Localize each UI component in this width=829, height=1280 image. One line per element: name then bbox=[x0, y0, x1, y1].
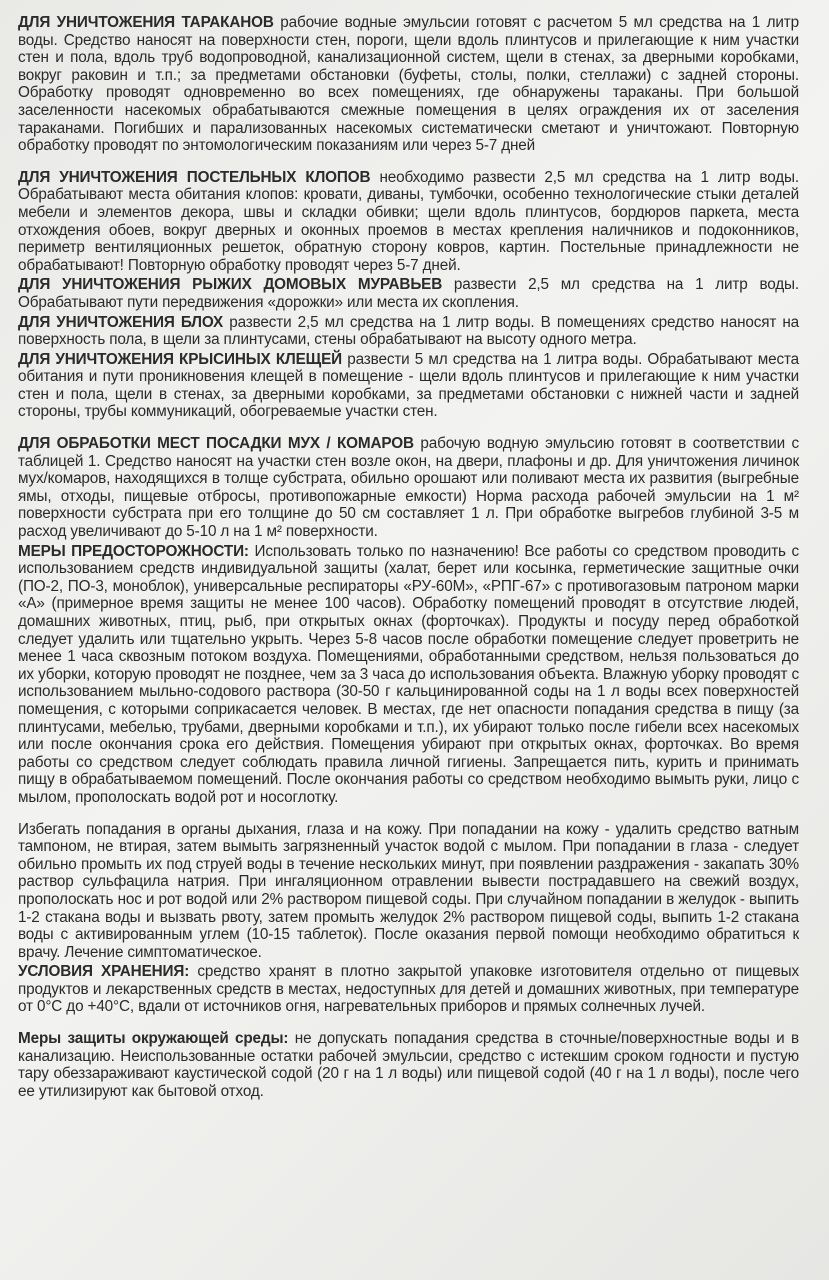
section-heading: Меры защиты окружающей среды: bbox=[18, 1030, 289, 1048]
section-text: рабочую водную эмульсию готовят в соответствии с таблицей 1. Средство наносят на участки стен возле окон, на двери, плафоны и др. Для уничтожения личинок мух/комаров, находящихся в толще субстрата, обильно орошают или поливают места их развития (выгребные ямы, отходы, пищевые отбросы, противопожарные емкости) Норма расхода рабочей эмульсии на 1 м² поверхности субстрата при его толщине до 50 см составляет 1 л. При обработке выгребов глубиной 3-5 м расход увеличивают до 5-10 л на 1 м² поверхности. bbox=[18, 435, 799, 541]
section-ratmites bbox=[18, 351, 799, 421]
section-heading: ДЛЯ УНИЧТОЖЕНИЯ КРЫСИНЫХ КЛЕЩЕЙ bbox=[18, 350, 343, 368]
section-heading: ДЛЯ ОБРАБОТКИ МЕСТ ПОСАДКИ МУХ / КОМАРОВ bbox=[18, 435, 414, 453]
section-firstaid bbox=[18, 821, 799, 962]
section-text: средство хранят в плотно закрытой упаковке изготовителя отдельно от пищевых продуктов и лекарственных средств в местах, недоступных для детей и домашних животных, при температуре от 0°С до +40°С, вдали от источников огня, нагревательных приборов и прямых солнечных лучей. bbox=[18, 963, 799, 1016]
section-text: развести 2,5 мл средства на 1 литр воды. Обрабатывают пути передвижения «дорожки» или места их скопления. bbox=[18, 276, 799, 311]
section-fleas bbox=[18, 314, 799, 349]
section-text: не допускать попадания средства в сточные/поверхностные воды и в канализацию. Неиспользованные остатки рабочей эмульсии, средство с истекшим сроком годности и пустую тару обеззараживают каустической содой (20 г на 1 л воды) или пищевой содой (40 г на 1 л воды), после чего ее утилизируют как бытовой отход. bbox=[18, 1030, 799, 1100]
section-text: развести 2,5 мл средства на 1 литр воды. В помещениях средство наносят на поверхность пола, в щели за плинтусами, стены обрабатывают на высоту одного метра. bbox=[18, 313, 799, 349]
section-bedbugs bbox=[18, 169, 799, 275]
section-text: рабочие водные эмульсии готовят с расчетом 5 мл средства на 1 литр воды. Средство наносят на поверхности стен, пороги, щели вдоль плинтусов и прилегающие к ним участки стен и пола, вдоль труб водопроводной, канализационной систем, щели в стенах, за дверными коробками, вокруг раковин и т.п.; за предметами обстановки (буфеты, столы, полки, стеллажи) с задней стороны. Обработку проводят одновременно во всех помещениях, где обнаружены тараканы. При большой заселенности насекомых обрабатываются смежные помещения в целях ограждения их от заселения тараканами. Погибших и парализованных насекомых систематически сметают и уничтожают. Повторную обработку проводят по энтомологическим показаниям или через 5-7 дней bbox=[18, 14, 799, 155]
section-text: необходимо развести 2,5 мл средства на 1 литр воды. Обрабатывают места обитания клопов: кровати, диваны, тумбочки, особенно технологические стыки деталей мебели и элементов декора, швы и складки обивки; щели вдоль плинтусов, бордюров паркета, места отхождения обоев, вокруг дверных и оконных проемов в местах крепления наличников и подоконников, периметр вентиляционных решеток, обратную сторону ковров, картин. Постельные принадлежности не обрабатывают! Повторную обработку проводят через 5-7 дней. bbox=[18, 168, 799, 274]
section-heading: ДЛЯ УНИЧТОЖЕНИЯ ПОСТЕЛЬНЫХ КЛОПОВ bbox=[18, 168, 371, 186]
section-heading: ДЛЯ УНИЧТОЖЕНИЯ БЛОХ bbox=[18, 313, 224, 331]
section-environment bbox=[18, 1030, 799, 1100]
section-ants bbox=[18, 276, 799, 311]
section-storage bbox=[18, 963, 799, 1016]
section-heading: МЕРЫ ПРЕДОСТОРОЖНОСТИ: bbox=[18, 542, 249, 560]
section-text: Использовать только по назначению! Все работы со средством проводить с использованием средств индивидуальной защиты (халат, берет или косынка, герметические защитные очки (ПО-2, ПО-3, моноблок), универсальные респираторы «РУ-60М», «РПГ-67» с противогазовым патроном марки «А» (примерное время защиты не менее 100 часов). Обработку помещений проводят в отсутствие людей, домашних животных, птиц, рыб, при открытых окнах (форточках). Продукты и посуду перед обработкой следует удалить или тщательно укрыть. Через 5-8 часов после обработки помещение следует проветрить не менее 1 часа сквозным потоком воздуха. Помещениями, обработанными средством, нельзя пользоваться до их уборки, которую проводят не позднее, чем за 3 часа до использования объекта. Влажную уборку проводят с использованием мыльно-содового раствора (30-50 г кальцинированной соды на 1 л воды всех поверхностей помещения, с которыми соприкасается человек. В местах, где нет опасности попадания средства в пищу (за плинтусами, мебелью, трубами, дверными коробками и т.п.), их убирают только после гибели всех насекомых или после окончания срока его действия. Помещения убирают при открытых окнах, форточках. Во время работы со средством следует соблюдать правила личной гигиены. Запрещается пить, курить и принимать пищу в обрабатываемом помещений. После окончания работы со средством необходимо вымыть руки, лицо с мылом, прополоскать водой рот и носоглотку. bbox=[18, 542, 799, 806]
section-precautions bbox=[18, 543, 799, 807]
section-text: Избегать попадания в органы дыхания, глаза и на кожу. При попадании на кожу - удалить средство ватным тампоном, не втирая, затем вымыть загрязненный участок водой с мылом. При попадании в глаза - следует обильно промыть их под струей воды в течение нескольких минут, при появлении раздражения - закапать 30% раствор сульфацила натрия. При ингаляционном отравлении вывести пострадавшего на свежий воздух, прополоскать нос и рот водой или 2% раствором пищевой соды. При случайном попадании в желудок - выпить 1-2 стакана воды и вызвать рвоту, затем промыть желудок 2% раствором пищевой соды, выпить 1-2 стакана воды с активированным углем (10-15 таблеток). После оказания первой помощи необходимо обратиться к врачу. Лечение симптоматическое. bbox=[18, 820, 799, 961]
section-flies bbox=[18, 435, 799, 541]
section-heading: ДЛЯ УНИЧТОЖЕНИЯ РЫЖИХ ДОМОВЫХ МУРАВЬЕВ bbox=[18, 276, 443, 294]
section-text: развести 5 мл средства на 1 литра воды. Обрабатывают места обитания и пути проникновения клещей в помещение - щели вдоль плинтусов и прилегающие к ним участки стен и пола, щели в стенах, за дверными коробками, за предметами обстановки с нижней части и задней стороны, трубы коммуникаций, обогреваемые участки стен. bbox=[18, 350, 799, 421]
section-heading: УСЛОВИЯ ХРАНЕНИЯ: bbox=[18, 963, 190, 981]
section-cockroaches bbox=[18, 14, 799, 155]
section-heading: ДЛЯ УНИЧТОЖЕНИЯ ТАРАКАНОВ bbox=[18, 14, 274, 31]
